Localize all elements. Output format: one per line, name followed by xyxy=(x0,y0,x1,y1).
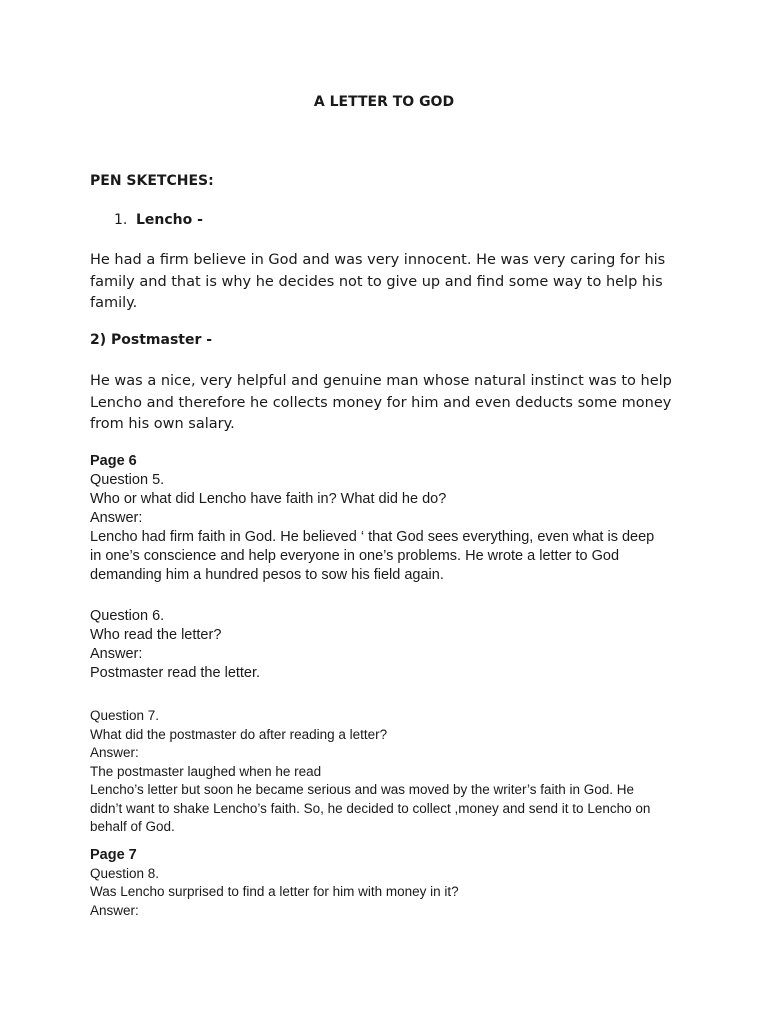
list-number: 1. xyxy=(114,212,128,228)
lencho-heading: Lencho - xyxy=(136,212,203,228)
postmaster-heading: 2) Postmaster - xyxy=(90,332,213,348)
question-number: Question 5. xyxy=(90,472,165,488)
answer-line: behalf of God. xyxy=(90,819,175,834)
answer-line: Postmaster read the letter. xyxy=(90,665,261,681)
question-text: Who or what did Lencho have faith in? What did he do? xyxy=(90,491,447,507)
question-8-block xyxy=(90,846,690,920)
question-text: Who read the letter? xyxy=(90,627,222,643)
question-text: Was Lencho surprised to find a letter for him with money in it? xyxy=(90,884,459,899)
answer-label: Answer: xyxy=(90,510,143,526)
document-title: A LETTER TO GOD xyxy=(313,94,455,110)
answer-line: demanding him a hundred pesos to sow his field again. xyxy=(90,567,444,583)
text-line: Lencho and therefore he collects money for him and even deducts some money xyxy=(90,394,672,411)
text-line: family and that is why he decides not to give up and find some way to help his xyxy=(90,273,663,290)
question-text: What did the postmaster do after reading a letter? xyxy=(90,726,388,742)
page-label: Page 7 xyxy=(90,847,137,863)
answer-line: The postmaster laughed when he read xyxy=(90,763,322,779)
question-7-block xyxy=(90,707,690,837)
text-line: family. xyxy=(90,295,138,311)
text-line: from his own salary. xyxy=(90,416,235,432)
answer-label: Answer: xyxy=(90,646,143,662)
lencho-description xyxy=(90,250,690,315)
list-item-lencho xyxy=(114,212,203,228)
postmaster-description xyxy=(90,371,690,436)
text-line: He was a nice, very helpful and genuine man whose natural instinct was to help xyxy=(90,373,672,389)
answer-line: Lencho’s letter but soon he became serious and was moved by the writer’s faith in God. He xyxy=(90,782,635,797)
answer-label: Answer: xyxy=(90,745,139,760)
question-number: Question 8. xyxy=(90,865,160,881)
answer-line: in one’s conscience and help everyone in one’s problems. He wrote a letter to God xyxy=(90,548,620,564)
answer-label: Answer: xyxy=(90,902,139,918)
question-5-block xyxy=(90,452,690,585)
answer-line: Lencho had firm faith in God. He believed ‘ that God sees everything, even what is deep xyxy=(90,529,655,545)
question-number: Question 6. xyxy=(90,608,165,624)
answer-line: didn’t want to shake Lencho’s faith. So, he decided to collect ,money and send it to Lencho on xyxy=(90,800,651,816)
text-line: He had a firm believe in God and was very innocent. He was very caring for his xyxy=(90,252,666,268)
question-6-block xyxy=(90,607,690,683)
pen-sketches-heading: PEN SKETCHES: xyxy=(90,173,214,189)
page-label: Page 6 xyxy=(90,453,137,469)
question-number: Question 7. xyxy=(90,708,160,723)
